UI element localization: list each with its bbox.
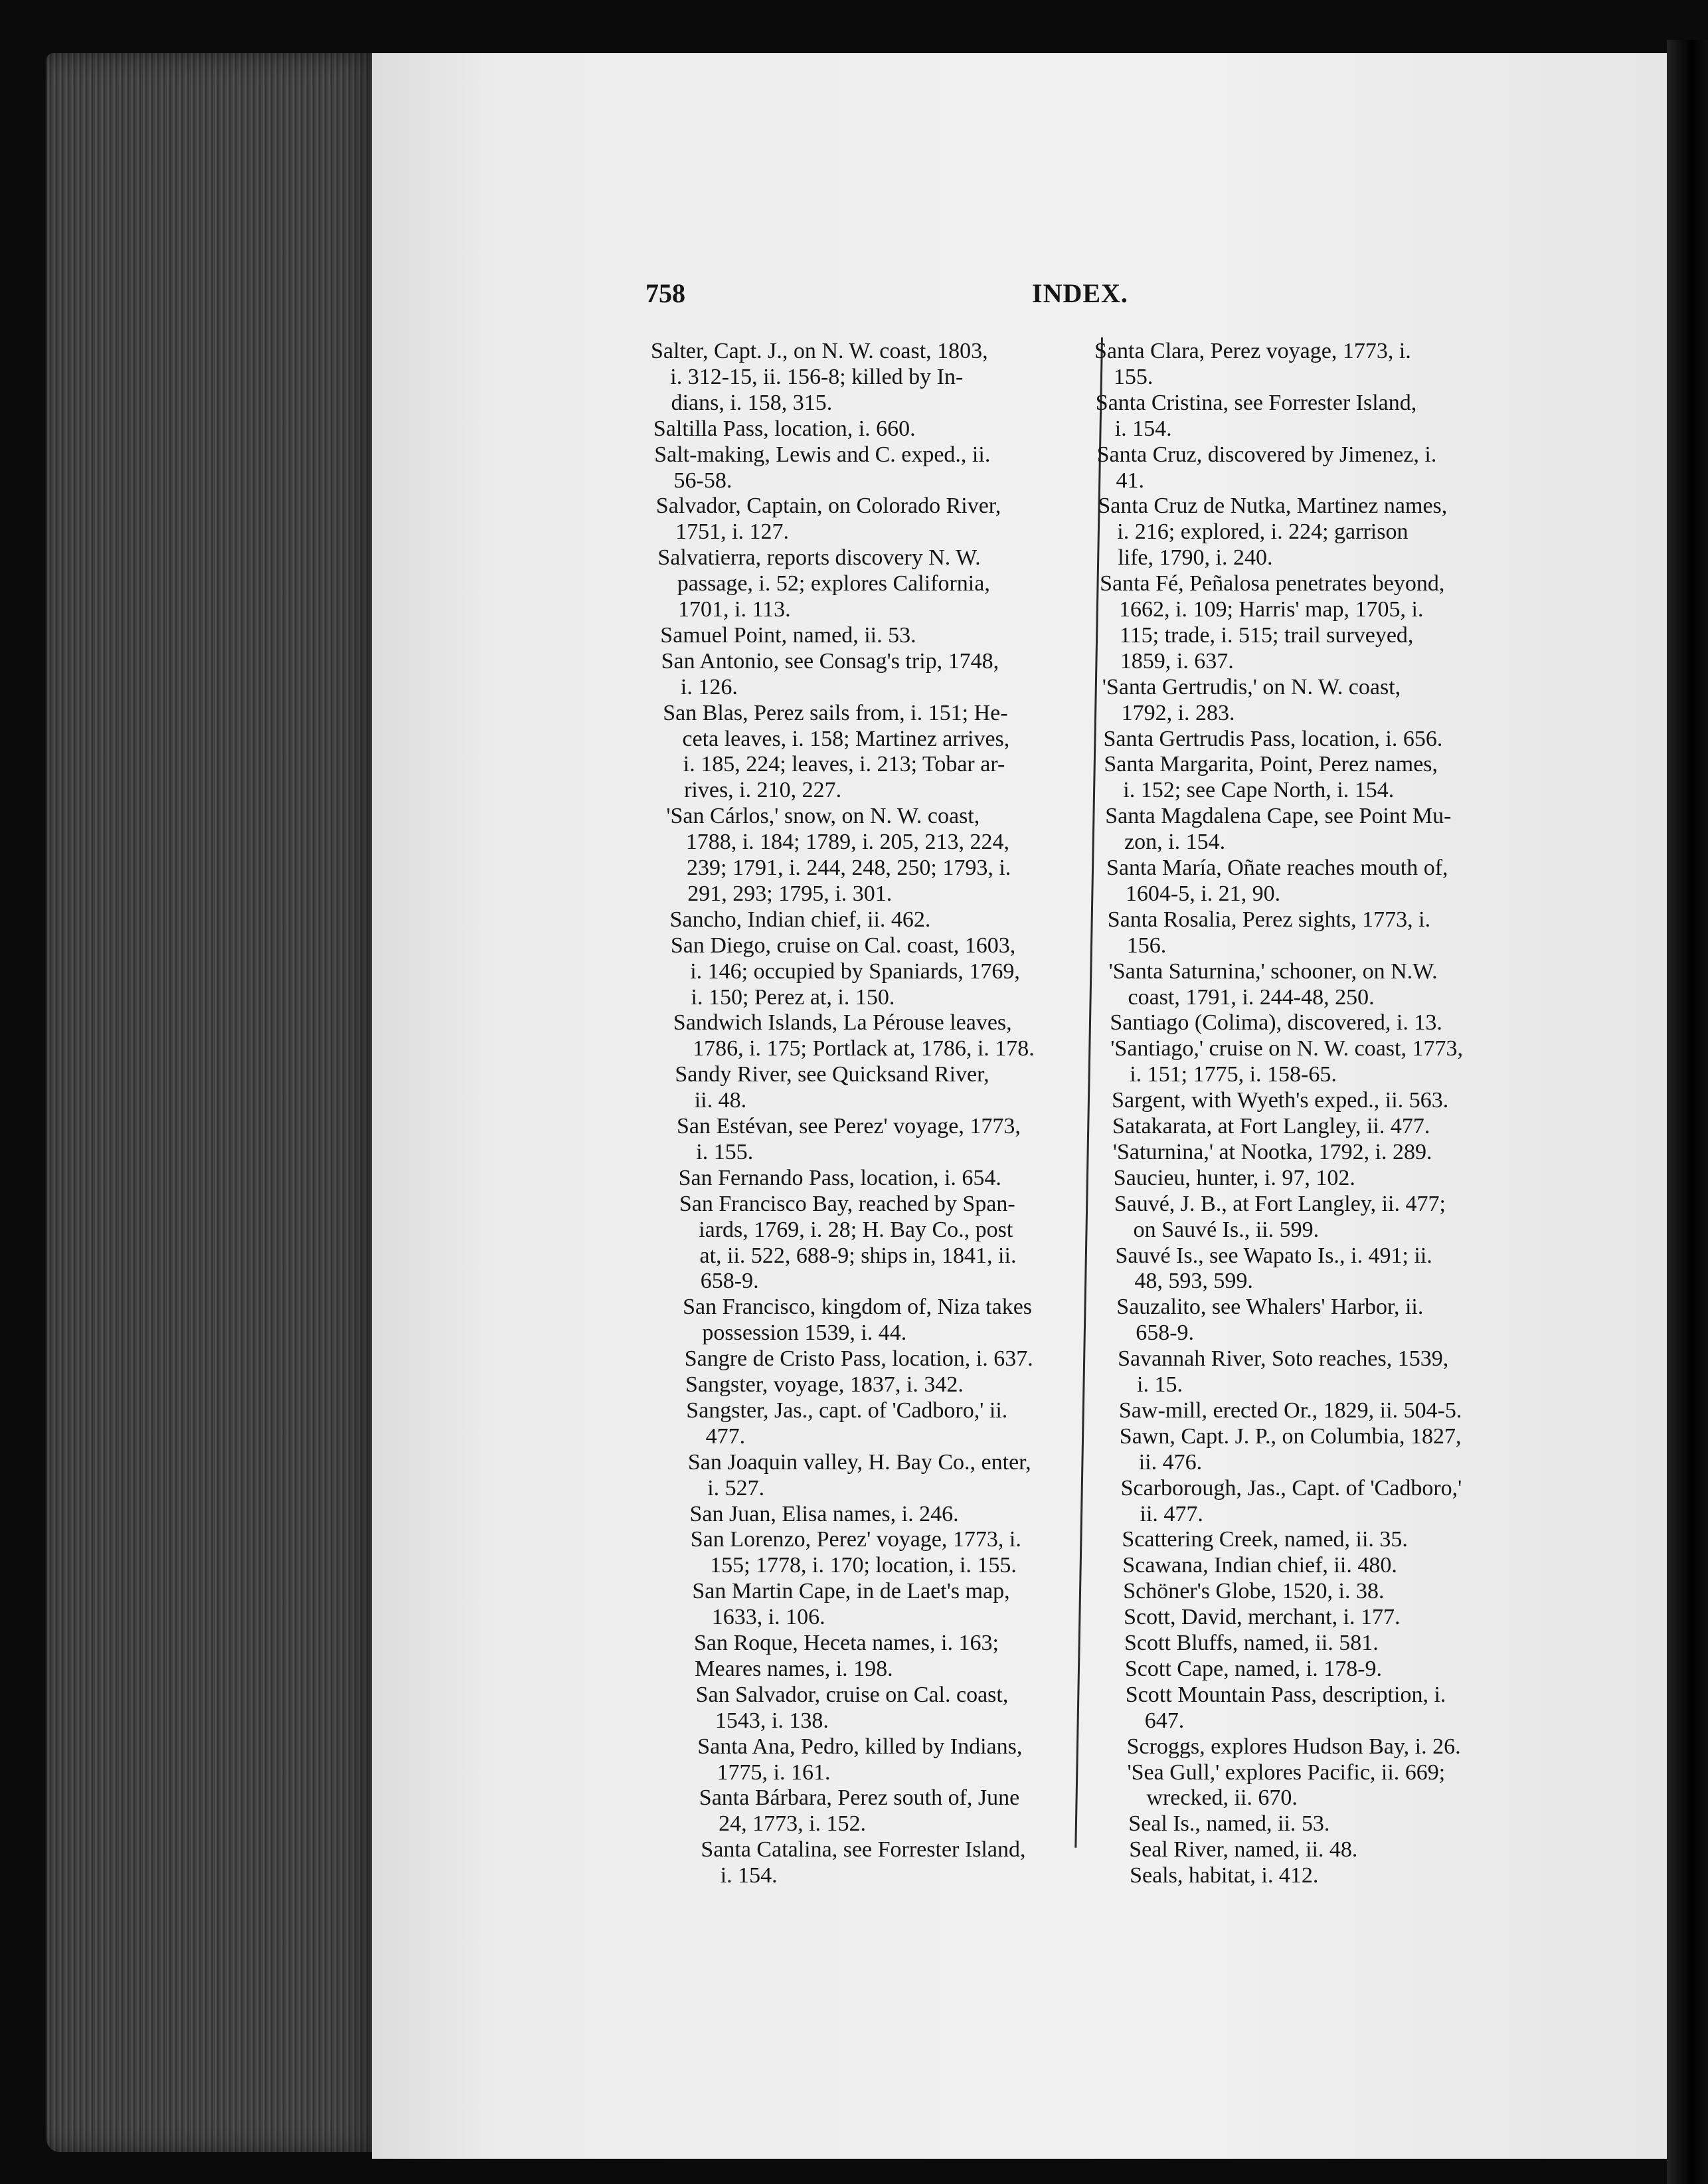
index-entry-continuation: possession 1539, i. 44. — [702, 1320, 907, 1346]
index-entry-continuation: i. 152; see Cape North, i. 154. — [1123, 778, 1395, 803]
index-entry: 'Sea Gull,' explores Pacific, ii. 669; — [1127, 1760, 1446, 1785]
page-number: 758 — [645, 278, 685, 308]
index-entry-continuation: 291, 293; 1795, i. 301. — [687, 881, 893, 906]
index-entry: San Joaquin valley, H. Bay Co., enter, — [687, 1449, 1031, 1475]
index-entry: Saw-mill, erected Or., 1829, ii. 504-5. — [1118, 1398, 1462, 1423]
index-entry-continuation: i. 216; explored, i. 224; garrison — [1117, 519, 1409, 545]
index-entry-continuation: ii. 476. — [1138, 1449, 1203, 1475]
index-entry-continuation: 155; 1778, i. 170; location, i. 155. — [710, 1553, 1017, 1578]
book-page-edges — [46, 53, 379, 2152]
index-entry: 'San Cárlos,' snow, on N. W. coast, — [666, 804, 980, 829]
index-entry-continuation: 239; 1791, i. 244, 248, 250; 1793, i. — [687, 856, 1011, 880]
index-entry: Savannah River, Soto reaches, 1539, — [1118, 1346, 1449, 1372]
index-entry: Santa Ana, Pedro, killed by Indians, — [697, 1734, 1023, 1759]
index-entry-continuation: ii. 477. — [1140, 1501, 1203, 1526]
right-page-shadow — [1667, 40, 1708, 2184]
index-entry-continuation: coast, 1791, i. 244-48, 250. — [1128, 984, 1375, 1010]
index-entry: San Antonio, see Consag's trip, 1748, — [661, 648, 999, 674]
index-entry-continuation: 1788, i. 184; 1789, i. 205, 213, 224, — [685, 830, 1010, 855]
index-entry-continuation: 1751, i. 127. — [675, 519, 790, 545]
index-entry-continuation: 41. — [1116, 468, 1144, 493]
index-entry-continuation: 1701, i. 113. — [678, 597, 791, 622]
index-entry: Santa Fé, Peñalosa penetrates beyond, — [1100, 571, 1445, 596]
index-entry: Santa Cruz de Nutka, Martinez names, — [1098, 494, 1448, 519]
index-entry-continuation: 1786, i. 175; Portlack at, 1786, i. 178. — [693, 1036, 1035, 1061]
index-entry: Scawana, Indian chief, ii. 480. — [1122, 1553, 1397, 1578]
index-entry-continuation: 56-58. — [673, 468, 732, 493]
index-entry-continuation: 1775, i. 161. — [717, 1760, 831, 1785]
index-entry: Samuel Point, named, ii. 53. — [660, 622, 916, 648]
index-entry-continuation: i. 185, 224; leaves, i. 213; Tobar ar- — [683, 752, 1005, 777]
index-entry-continuation: rives, i. 210, 227. — [684, 778, 842, 803]
index-entry: Scarborough, Jas., Capt. of 'Cadboro,' — [1120, 1475, 1462, 1501]
index-entry: 'Santiago,' cruise on N. W. coast, 1773, — [1110, 1036, 1463, 1061]
index-entry-continuation: ii. 48. — [694, 1088, 747, 1113]
index-entry: Salvador, Captain, on Colorado River, — [655, 494, 1001, 519]
index-entry-continuation: i. 15. — [1137, 1372, 1183, 1397]
index-entry-continuation: zon, i. 154. — [1124, 830, 1226, 855]
running-head: INDEX. — [1032, 278, 1128, 308]
index-entry: Scott Mountain Pass, description, i. — [1125, 1682, 1446, 1707]
index-entry-continuation: on Sauvé Is., ii. 599. — [1133, 1217, 1320, 1242]
index-entry: San Blas, Perez sails from, i. 151; He- — [663, 700, 1008, 725]
index-entry-continuation: i. 150; Perez at, i. 150. — [691, 984, 895, 1010]
index-entry-continuation: at, ii. 522, 688-9; ships in, 1841, ii. — [699, 1243, 1017, 1268]
index-entry: Sargent, with Wyeth's exped., ii. 563. — [1112, 1088, 1449, 1113]
index-entry-continuation: i. 126. — [680, 674, 738, 699]
index-entry-continuation: 658-9. — [700, 1269, 759, 1294]
index-entry: Seal Is., named, ii. 53. — [1128, 1811, 1330, 1837]
index-entry-continuation: life, 1790, i. 240. — [1118, 545, 1273, 571]
index-entry: Sangre de Cristo Pass, location, i. 637. — [684, 1346, 1033, 1372]
index-entry: San Francisco Bay, reached by Span- — [679, 1191, 1015, 1216]
index-entry: San Fernando Pass, location, i. 654. — [678, 1165, 1001, 1190]
index-entry-continuation: i. 151; 1775, i. 158-65. — [1130, 1062, 1337, 1087]
index-entry: Sancho, Indian chief, ii. 462. — [669, 907, 931, 932]
index-entry-continuation: i. 154. — [720, 1863, 778, 1888]
index-entry: Salvatierra, reports discovery N. W. — [657, 545, 981, 571]
index-entry: Santa Cristina, see Forrester Island, — [1095, 390, 1417, 415]
index-entry-continuation: i. 312-15, ii. 156-8; killed by In- — [670, 364, 964, 389]
index-entry-continuation: 48, 593, 599. — [1134, 1269, 1253, 1294]
index-entry: San Martin Cape, in de Laet's map, — [692, 1579, 1010, 1604]
index-entry: Santa Catalina, see Forrester Island, — [701, 1837, 1026, 1863]
index-entry: Satakarata, at Fort Langley, ii. 477. — [1112, 1114, 1430, 1138]
index-entry: Santa Margarita, Point, Perez names, — [1104, 752, 1438, 777]
index-entry: Sawn, Capt. J. P., on Columbia, 1827, — [1119, 1423, 1462, 1449]
index-entry-continuation: i. 146; occupied by Spaniards, 1769, — [690, 958, 1020, 984]
index-entry-continuation: ceta leaves, i. 158; Martinez arrives, — [682, 726, 1010, 751]
index-entry: Salter, Capt. J., on N. W. coast, 1803, — [651, 339, 988, 363]
index-entry: Salt-making, Lewis and C. exped., ii. — [654, 442, 991, 467]
index-entry-continuation: 1543, i. 138. — [715, 1708, 829, 1733]
index-entry: Sangster, voyage, 1837, i. 342. — [685, 1372, 964, 1397]
index-entry: Sandy River, see Quicksand River, — [675, 1062, 989, 1087]
index-entry: Seal River, named, ii. 48. — [1129, 1837, 1358, 1863]
index-entry-continuation: 155. — [1113, 364, 1153, 389]
index-entry: Scott Bluffs, named, ii. 581. — [1124, 1631, 1379, 1655]
index-entry: 'Santa Gertrudis,' on N. W. coast, — [1102, 674, 1401, 699]
index-entry-continuation: dians, i. 158, 315. — [671, 390, 833, 415]
index-entry: Scott, David, merchant, i. 177. — [1124, 1605, 1401, 1630]
index-entry: San Francisco, kingdom of, Niza takes — [683, 1295, 1033, 1320]
index-entry: Sauvé Is., see Wapato Is., i. 491; ii. — [1115, 1243, 1432, 1268]
index-entry: Santa Clara, Perez voyage, 1773, i. — [1094, 339, 1411, 363]
index-entry: Scott Cape, named, i. 178-9. — [1124, 1656, 1383, 1681]
index-entry-continuation: 477. — [705, 1423, 746, 1449]
index-entry-continuation: 647. — [1144, 1708, 1185, 1733]
index-entry: San Juan, Elisa names, i. 246. — [689, 1501, 959, 1526]
index-entry: Schöner's Globe, 1520, i. 38. — [1123, 1579, 1385, 1604]
index-entry: Meares names, i. 198. — [695, 1656, 893, 1681]
index-entry: Santa Cruz, discovered by Jimenez, i. — [1096, 442, 1437, 467]
index-entry-continuation: 1604-5, i. 21, 90. — [1125, 881, 1281, 906]
index-entry: Santa Rosalia, Perez sights, 1773, i. — [1107, 907, 1431, 932]
index-entry: 'Santa Saturnina,' schooner, on N.W. — [1108, 958, 1438, 984]
index-entry-continuation: wrecked, ii. 670. — [1146, 1785, 1298, 1811]
index-entry-continuation: 658-9. — [1136, 1320, 1195, 1346]
index-entry-continuation: 24, 1773, i. 152. — [719, 1811, 867, 1837]
index-entry: San Diego, cruise on Cal. coast, 1603, — [670, 933, 1016, 958]
index-entry-continuation: 156. — [1126, 933, 1167, 958]
index-entry-continuation: i. 155. — [696, 1139, 754, 1164]
index-entry-continuation: passage, i. 52; explores California, — [677, 571, 990, 596]
index-entry: Scattering Creek, named, ii. 35. — [1122, 1527, 1408, 1552]
index-entry-continuation: 115; trade, i. 515; trail surveyed, — [1119, 622, 1414, 648]
index-entry-continuation: i. 154. — [1114, 416, 1172, 441]
index-entry-continuation: 1633, i. 106. — [711, 1605, 825, 1630]
index-entry: San Lorenzo, Perez' voyage, 1773, i. — [690, 1527, 1021, 1552]
index-entry-continuation: 1662, i. 109; Harris' map, 1705, i. — [1119, 597, 1424, 622]
index-entry: 'Saturnina,' at Nootka, 1792, i. 289. — [1112, 1139, 1432, 1164]
index-entry: Sangster, Jas., capt. of 'Cadboro,' ii. — [686, 1398, 1008, 1423]
index-entry: Saucieu, hunter, i. 97, 102. — [1113, 1165, 1355, 1190]
index-entry-continuation: 1792, i. 283. — [1121, 700, 1235, 725]
index-entry: Sauzalito, see Whalers' Harbor, ii. — [1116, 1295, 1424, 1320]
index-entry: Sauvé, J. B., at Fort Langley, ii. 477; — [1114, 1191, 1446, 1216]
index-entry: Santa María, Oñate reaches mouth of, — [1106, 856, 1448, 880]
index-entry: Santa Magdalena Cape, see Point Mu- — [1105, 804, 1452, 829]
index-entry-continuation: iards, 1769, i. 28; H. Bay Co., post — [699, 1217, 1013, 1242]
index-entry-continuation: i. 527. — [707, 1475, 765, 1501]
index-entry: San Estévan, see Perez' voyage, 1773, — [677, 1114, 1021, 1138]
index-entry: Santiago (Colima), discovered, i. 13. — [1110, 1010, 1442, 1036]
index-entry: Scroggs, explores Hudson Bay, i. 26. — [1126, 1734, 1461, 1759]
index-entry: Santa Gertrudis Pass, location, i. 656. — [1103, 726, 1443, 751]
index-entry: Saltilla Pass, location, i. 660. — [653, 416, 916, 441]
index-entry: Seals, habitat, i. 412. — [1130, 1863, 1319, 1888]
index-entry: San Salvador, cruise on Cal. coast, — [695, 1682, 1009, 1707]
index-entry-continuation: 1859, i. 637. — [1120, 648, 1234, 674]
index-entry: San Roque, Heceta names, i. 163; — [694, 1631, 999, 1655]
index-entry: Santa Bárbara, Perez south of, June — [699, 1785, 1020, 1811]
index-entry: Sandwich Islands, La Pérouse leaves, — [673, 1010, 1012, 1036]
